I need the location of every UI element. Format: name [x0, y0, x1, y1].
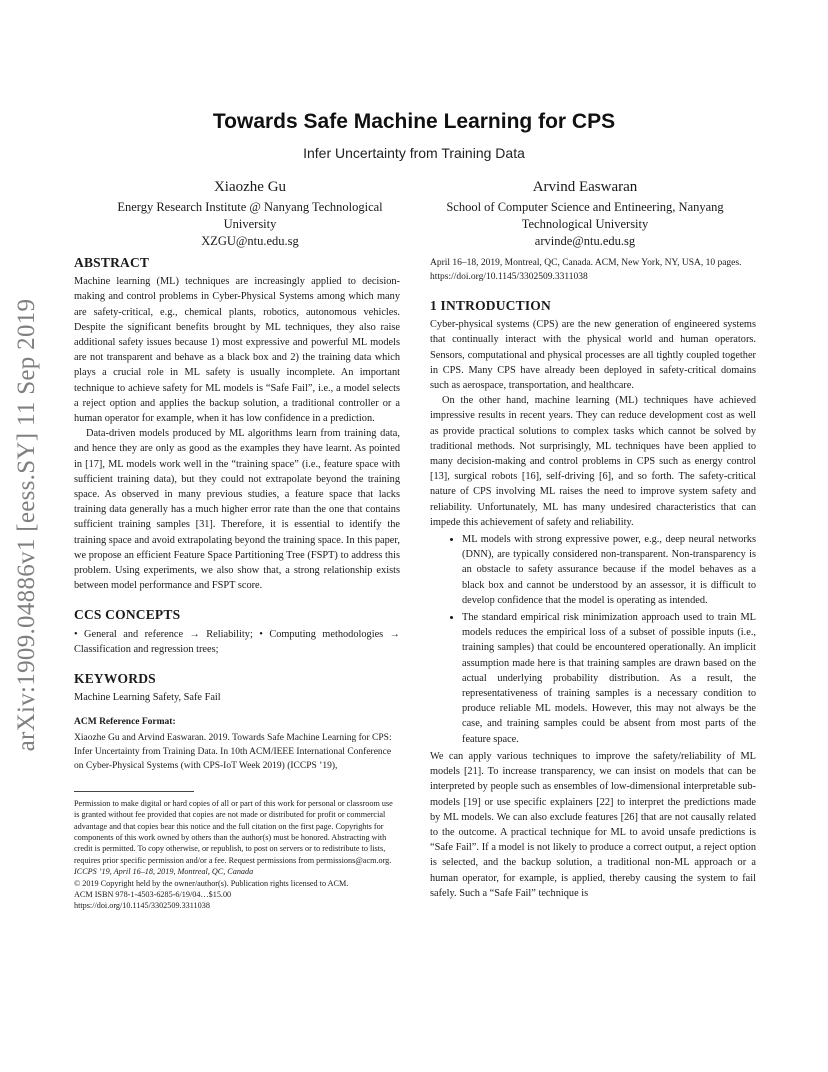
author-block-1 [90, 177, 410, 250]
acm-ref-heading: ACM Reference Format: [74, 717, 176, 728]
paper-title: Towards Safe Machine Learning for CPS [212, 110, 616, 133]
author-affiliation: Energy Research Institute @ Nanyang Technological [117, 200, 383, 214]
intro-paragraph: Cyber-physical systems (CPS) are the new generation of engineered systems that continually interact with the physical world and human operators. Sensors, computational and physical processes are all tightly coupled together in CPS. Many CPS have already been deployed in safety-critical domains such as aerospace, transportation, and healthcare. [430, 319, 756, 392]
doi-link[interactable]: https://doi.org/10.1145/3302509.3311038 [74, 901, 210, 911]
footnote-rule [74, 791, 194, 792]
intro-paragraph: On the other hand, machine learning (ML) techniques have achieved impressive results in recent years. They can reduce development cost as well as provide practical solutions to complex tasks which cannot be solved by traditional methods. Not surprisingly, ML techniques have been applied to many decision-making and control problems in CPS such as energy control [13], surgical robots [16], self-driving [6], and so forth. The safety-critical nature of CPS involving ML raises the need to improve system safety and reliability. Unfortunately, ML has many undesired characteristics that can impede this achievement of safety and reliability. [430, 395, 756, 528]
copyright-line: © 2019 Copyright held by the owner/author(s). Publication rights licensed to ACM. [74, 878, 349, 888]
right-column [430, 256, 756, 901]
keywords-heading: KEYWORDS [74, 671, 156, 687]
intro-paragraph: We can apply various techniques to improve the safety/reliability of ML models [21]. To increase transparency, we can insist on models that can be interpreted by people such as ensembles of low-dimensional interpretable sub-models [19] or use specific explainers [22] to interpret the predictions made by ML models. We can also exclude features [26] that are not causally related to the outcome. A practical technique for ML to avoid unsafe predictions is “Safe Fail”. If a model is not likely to produce a correct output, a reject option is selected, and the backup solution, a traditional non-ML approach or a human operator, for example, is applied, thereby causing the system to fail safely. Such a “Safe Fail” technique is [430, 750, 756, 899]
citation-meta: April 16–18, 2019, Montreal, QC, Canada. ACM, New York, NY, USA, 10 pages. https://doi.org/10.1145/3302509.3311038 [430, 258, 742, 282]
author-email: XZGU@ntu.edu.sg [201, 234, 299, 248]
introduction-heading: 1 INTRODUCTION [430, 298, 551, 313]
ccs-text: • General and reference → Reliability; • Computing methodologies → Classification and regression trees; [74, 628, 400, 655]
acm-ref-text: Xiaozhe Gu and Arvind Easwaran. 2019. Towards Safe Machine Learning for CPS: Infer Uncertainty from Training Data. In 10th ACM/IEEE International Conference on Cyber-Physical Systems (with CPS-IoT Week 2019) (ICCPS ’19), [74, 732, 392, 771]
author-affiliation: Technological University [521, 217, 649, 231]
author-block-2 [420, 177, 750, 250]
list-item: • The standard empirical risk minimization approach used to train ML models reduces the empirical loss of a subset of possible inputs (i.e., training samples) that could be encountered operationally. An implicit assumption made here is that training samples are drawn based on the actual underlying probability distribution. As a result, the representativeness of training samples is a necessary condition to produce reliable ML models. However, this may not always be the case, and training samples could be absent from most parts of the feature space. [462, 610, 756, 747]
paper-subtitle: Infer Uncertainty from Training Data [303, 145, 525, 161]
arxiv-stamp: arXiv:1909.04886v1 [eess.SY] 11 Sep 2019 [13, 298, 40, 752]
abstract-paragraph: Machine learning (ML) techniques are increasingly applied to decision-making and control problems in Cyber-Physical Systems among which many are safety-critical, e.g., chemical plants, robotics, autonomous vehicles. Despite the significant benefits brought by ML techniques, they also raise additional safety issues because 1) most expressive and powerful ML models are not transparent and behave as a black box and 2) the training data which plays a crucial role in ML safety is usually incomplete. An important technique to achieve safety for ML models is “Safe Fail”, i.e., a model selects a reject option and applies the backup solution, a traditional controller or a human operator for example, when it has low confidence in a prediction. [74, 276, 400, 425]
abstract-heading: ABSTRACT [74, 255, 150, 270]
left-column [74, 255, 400, 912]
intro-bullet-list [430, 532, 756, 747]
venue-line: ICCPS ’19, April 16–18, 2019, Montreal, QC, Canada [74, 867, 254, 877]
abstract-paragraph: Data-driven models produced by ML algorithms learn from training data, and hence they are only as good as the examples they have learnt. As pointed in [17], ML models work well in the “training space” (i.e., feature space with sufficient training data), but they could not extrapolate beyond the training space. As observed in many previous studies, a feature space that lacks training data generally has a much higher error rate than the one that contains sufficient training samples [31]. Therefore, it is essential to identify the training space and avoid extrapolating beyond the training space. In this paper, we propose an efficient Feature Space Partitioning Tree (FSPT) to address this problem. Using experiments, we also show that, a strong relationship exists between model performance and FSPT score. [74, 428, 400, 592]
keywords-text: Machine Learning Safety, Safe Fail [74, 692, 221, 704]
list-item: • ML models with strong expressive power, e.g., deep neural networks (DNN), are typically considered non-transparent. Non-transparency is an obstacle to safety assurance because if the model behaves as a black box and cannot be understood by an assessor, it is difficult to develop confidence that the model is operating as intended. [462, 532, 756, 608]
author-affiliation: School of Computer Science and Entineering, Nanyang [446, 200, 724, 214]
permission-notice: Permission to make digital or hard copies of all or part of this work for personal or classroom use is granted without fee provided that copies are not made or distributed for profit or commercial advantage and that copies bear this notice and the full citation on the first page. Copyrights for components of this work owned by others than the author(s) must be honored. Abstracting with credit is permitted. To copy otherwise, or republish, to post on servers or to redistribute to lists, requires prior specific permission and/or a fee. Request permissions from permissions@acm.org. [74, 798, 393, 865]
author-email: arvinde@ntu.edu.sg [534, 234, 636, 248]
isbn-line: ACM ISBN 978-1-4503-6285-6/19/04…$15.00 [74, 889, 232, 899]
ccs-heading: CCS CONCEPTS [74, 607, 181, 623]
author-name: Xiaozhe Gu [213, 179, 287, 195]
author-name: Arvind Easwaran [532, 179, 638, 195]
author-affiliation: University [223, 217, 277, 231]
